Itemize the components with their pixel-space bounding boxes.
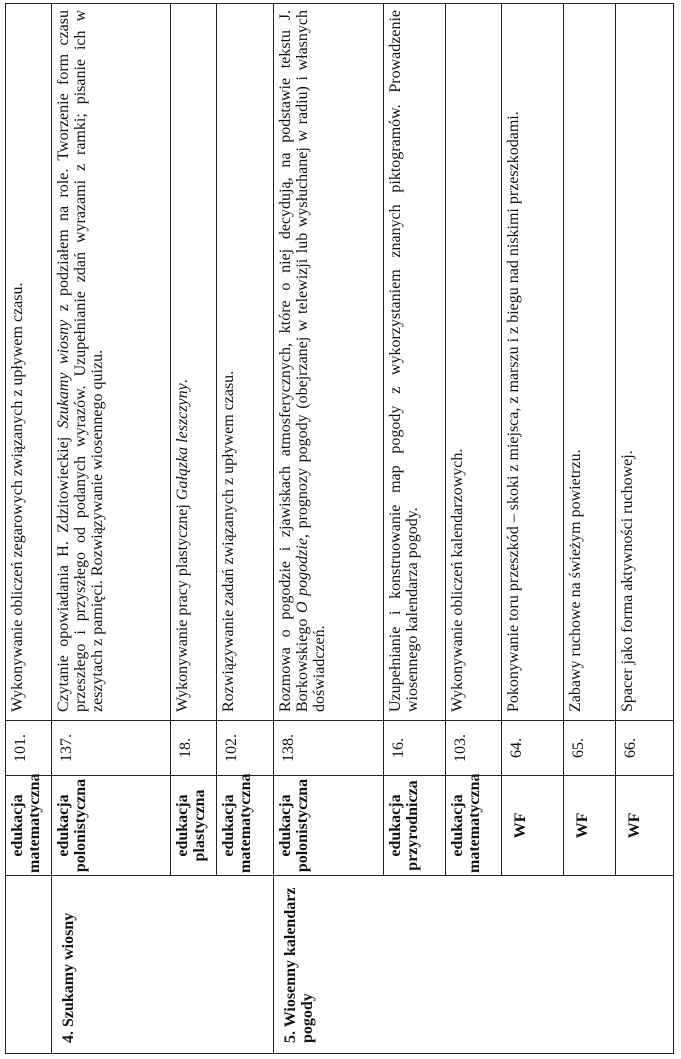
subject-cell: edukacja matematyczna	[217, 776, 274, 876]
lesson-description	[52, 4, 171, 721]
subject-cell: edukacja polonistyczna	[274, 776, 384, 876]
subject-cell: WF	[564, 776, 616, 876]
subject-cell: edukacja polonistyczna	[52, 776, 171, 876]
subject-cell: edukacja plastyczna	[171, 776, 217, 876]
title-italic: Gałązka leszczyny	[174, 383, 191, 501]
text-part: , prognozy pogody (obejrzanej w telewizji lub wysłuchanej w radiu) i własnych doświadczeń.	[294, 9, 328, 712]
subject-cell: WF	[616, 776, 674, 876]
subject-cell: edukacja przyrodnicza	[384, 776, 446, 876]
lesson-description: Uzupełnianie i konstruowanie map pogody z wykorzystaniem znanych piktogramów. Prowadzenie wiosennego kalendarza pogody.	[384, 4, 446, 721]
lesson-description: Pokonywanie toru przeszkód – skoki z miejsca, z marszu i z biegu nad niskimi przeszkodami.	[502, 4, 564, 721]
text-part: Rozmowa o pogodzie i zjawiskach atmosferycznych, które o niej decydują, na podstawie tekstu J. Borkowskiego	[277, 10, 311, 712]
lesson-description: Wykonywanie obliczeń zegarowych związanych z upływem czasu.	[6, 4, 52, 721]
lesson-number: 138.	[274, 721, 384, 776]
lesson-description: Spacer jako forma aktywności ruchowej.	[616, 4, 674, 721]
text-part: .	[174, 379, 191, 384]
text-part: z podziałem na role. Tworzenie form czasu przeszłego i przyszłego od podanych wyrazów. Uzupełnianie zdań wyrazami z ramki; pisanie ich w zeszytach z pamięci. Rozwiązywanie wiosennego quizu.	[55, 9, 106, 712]
lesson-description: Wykonywanie obliczeń kalendarzowych.	[446, 4, 502, 721]
lesson-description	[171, 4, 217, 721]
lesson-number: 66.	[616, 721, 674, 776]
lesson-number: 16.	[384, 721, 446, 776]
table-row	[274, 4, 384, 1054]
subject-cell: edukacja matematyczna	[446, 776, 502, 876]
text-part: Wykonywanie pracy plastycznej	[174, 500, 191, 712]
lesson-number: 137.	[52, 721, 171, 776]
lesson-number: 103.	[446, 721, 502, 776]
lesson-plan-table	[5, 3, 674, 1054]
title-italic: Szukamy wiosny	[55, 319, 72, 429]
subject-cell: edukacja matematyczna	[6, 776, 52, 876]
lesson-description: Rozwiązywanie zadań związanych z upływem czasu.	[217, 4, 274, 721]
topic-cell: 4. Szukamy wiosny	[52, 876, 274, 1054]
lesson-number: 102.	[217, 721, 274, 776]
lesson-number: 65.	[564, 721, 616, 776]
table-row	[6, 4, 52, 1054]
topic-cell: 5. Wiosenny kalendarz pogody	[274, 876, 674, 1054]
lesson-number: 18.	[171, 721, 217, 776]
lesson-number: 64.	[502, 721, 564, 776]
title-italic: O pogodzie	[294, 538, 311, 614]
topic-cell-empty	[6, 876, 52, 1054]
text-part: Czytanie opowiadania H. Zdzitowieckiej	[55, 428, 72, 712]
lesson-description: Zabawy ruchowe na świeżym powietrzu.	[564, 4, 616, 721]
lesson-description	[274, 4, 384, 721]
subject-cell: WF	[502, 776, 564, 876]
table-row	[52, 4, 171, 1054]
lesson-number: 101.	[6, 721, 52, 776]
